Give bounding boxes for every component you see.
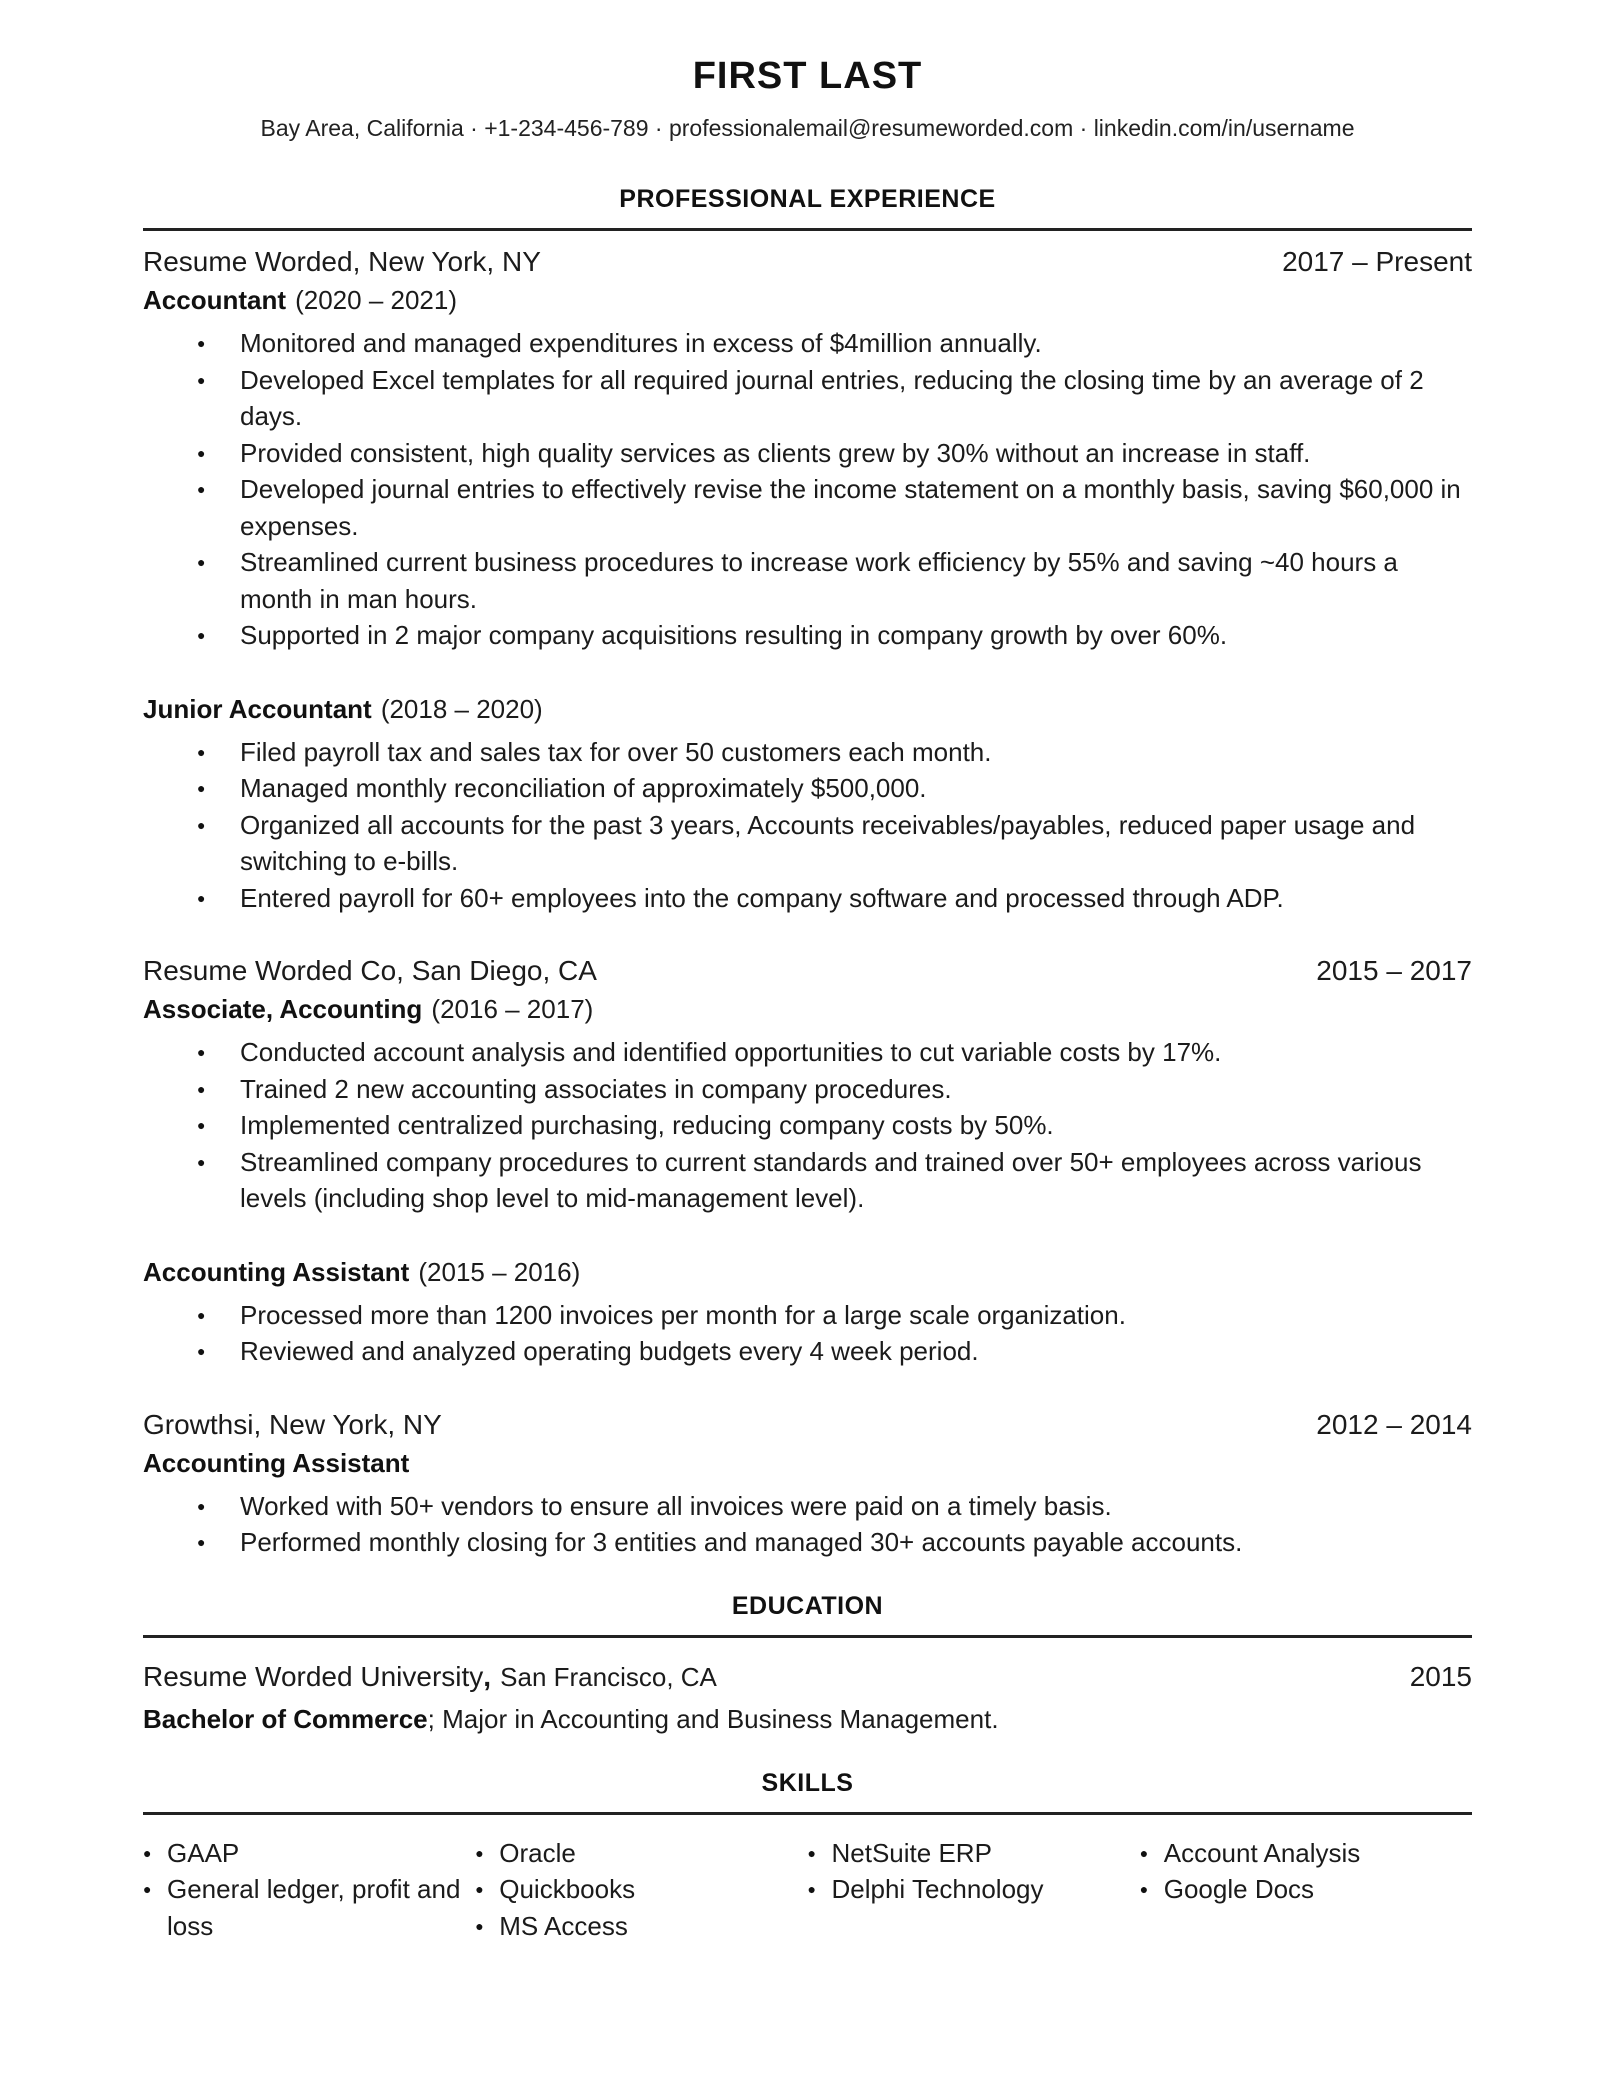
role-line — [143, 1253, 1472, 1291]
role-block — [143, 281, 1472, 654]
skill-item — [475, 1908, 807, 1945]
experience-section — [143, 243, 1472, 1561]
skill-text: NetSuite ERP — [831, 1837, 992, 1868]
education-dates: 2015 — [1409, 1660, 1472, 1692]
bullet-item — [240, 734, 1472, 771]
bullet-text: Supported in 2 major company acquisitions resulting in company growth by over 60%. — [240, 620, 1228, 650]
role-line — [143, 1444, 1472, 1482]
bullet-text: Filed payroll tax and sales tax for over 50 customers each month. — [240, 736, 992, 767]
education-school-comma: , — [483, 1660, 492, 1692]
company-dates: 2017 – Present — [1282, 246, 1472, 277]
section-title-education: EDUCATION — [731, 1591, 884, 1620]
role-dates: (2016 – 2017) — [431, 994, 594, 1024]
candidate-name: FIRST LAST — [692, 55, 923, 97]
bullet-text: Managed monthly reconciliation of approximately $500,000. — [240, 773, 927, 803]
bullet-icon — [143, 1835, 151, 1872]
bullet-icon — [197, 362, 205, 399]
skills-column — [143, 1835, 475, 1945]
company-name: Resume Worded Co, San Diego, CA — [143, 955, 597, 986]
bullet-icon — [197, 1107, 205, 1144]
bullet-item — [240, 1034, 1472, 1071]
skills-divider — [143, 1812, 1472, 1815]
bullet-list — [143, 1297, 1472, 1370]
bullet-text: Processed more than 1200 invoices per month for a large scale organization. — [240, 1299, 1126, 1330]
skills-column — [475, 1835, 807, 1945]
bullet-icon — [197, 325, 205, 362]
role-line — [143, 281, 1472, 319]
bullet-text: Worked with 50+ vendors to ensure all invoices were paid on a timely basis. — [240, 1490, 1112, 1521]
bullet-icon — [197, 1524, 205, 1561]
bullet-icon — [475, 1908, 483, 1945]
skill-text: GAAP — [167, 1837, 240, 1868]
skills-column — [808, 1835, 1140, 1945]
bullet-icon — [143, 1871, 151, 1908]
bullet-item — [240, 770, 1472, 807]
bullet-icon — [197, 1034, 205, 1071]
bullet-icon — [475, 1871, 483, 1908]
bullet-item — [240, 362, 1472, 435]
role-title: Accountant — [143, 285, 286, 315]
bullet-icon — [808, 1871, 816, 1908]
bullet-item — [240, 1297, 1472, 1334]
bullet-icon — [197, 544, 205, 581]
bullet-item — [240, 435, 1472, 472]
bullet-icon — [197, 1297, 205, 1334]
bullet-item — [240, 617, 1472, 654]
bullet-list — [143, 325, 1472, 654]
education-degree: Bachelor of Commerce — [143, 1703, 428, 1734]
bullet-text: Monitored and managed expenditures in excess of $4million annually. — [240, 328, 1042, 358]
skill-text: Delphi Technology — [831, 1874, 1044, 1904]
bullet-text: Implemented centralized purchasing, reducing company costs by 50%. — [240, 1110, 1054, 1140]
bullet-item — [240, 1333, 1472, 1370]
role-title: Accounting Assistant — [143, 1447, 410, 1478]
role-title: Accounting Assistant — [143, 1256, 410, 1287]
bullet-text: Developed journal entries to effectively revise the income statement on a monthly basis, saving $60,000 in expenses. — [240, 474, 1461, 541]
skill-text: Google Docs — [1163, 1874, 1315, 1904]
skill-item — [475, 1871, 807, 1908]
role-dates: (2015 – 2016) — [418, 1256, 581, 1287]
skill-text: Oracle — [499, 1837, 576, 1868]
bullet-icon — [197, 807, 205, 844]
skill-text: Account Analysis — [1163, 1837, 1361, 1868]
bullet-icon — [197, 471, 205, 508]
company-dates: 2015 – 2017 — [1316, 955, 1472, 986]
bullet-item — [240, 1144, 1472, 1217]
education-degree-line — [143, 1701, 1472, 1738]
experience-divider — [143, 228, 1472, 231]
education-degree-detail: ; Major in Accounting and Business Management. — [427, 1703, 999, 1734]
education-row — [143, 1658, 1472, 1701]
education-section — [143, 1658, 1472, 1738]
company-block — [143, 243, 1472, 916]
section-title-experience: PROFESSIONAL EXPERIENCE — [619, 185, 996, 213]
skill-item — [1140, 1835, 1472, 1872]
bullet-icon — [197, 1488, 205, 1525]
bullet-text: Trained 2 new accounting associates in company procedures. — [240, 1073, 952, 1104]
bullet-icon — [1140, 1871, 1148, 1908]
bullet-text: Entered payroll for 60+ employees into the company software and processed through ADP. — [240, 882, 1284, 913]
contact-line: Bay Area, California · +1-234-456-789 · professionalemail@resumeworded.com · linkedin.com/in/username — [260, 115, 1355, 141]
role-title: Junior Accountant — [143, 693, 372, 724]
education-school-line — [143, 1658, 717, 1701]
bullet-item — [240, 1488, 1472, 1525]
section-title-skills: SKILLS — [761, 1768, 854, 1797]
bullet-text: Developed Excel templates for all required journal entries, reducing the closing time by an average of 2 days. — [240, 364, 1424, 431]
education-location: San Francisco, CA — [500, 1661, 717, 1692]
bullet-icon — [197, 734, 205, 771]
bullet-icon — [197, 617, 205, 654]
skill-text: MS Access — [499, 1910, 628, 1941]
bullet-icon — [197, 1071, 205, 1108]
bullet-item — [240, 1524, 1472, 1561]
bullet-icon — [1140, 1835, 1148, 1872]
company-name: Resume Worded, New York, NY — [143, 246, 541, 277]
role-title: Associate, Accounting — [143, 994, 423, 1024]
role-block — [143, 690, 1472, 917]
bullet-icon — [197, 880, 205, 917]
bullet-text: Reviewed and analyzed operating budgets every 4 week period. — [240, 1336, 979, 1366]
bullet-list — [143, 1488, 1472, 1561]
bullet-item — [240, 880, 1472, 917]
company-block — [143, 952, 1472, 1370]
company-row — [143, 243, 1472, 281]
company-dates: 2012 – 2014 — [1316, 1408, 1472, 1440]
company-block — [143, 1406, 1472, 1561]
company-row — [143, 952, 1472, 990]
bullet-text: Streamlined company procedures to current standards and trained over 50+ employees across various levels (including shop level to mid-management level). — [240, 1146, 1422, 1213]
bullet-icon — [475, 1835, 483, 1872]
education-school: Resume Worded University — [143, 1660, 484, 1692]
education-divider — [143, 1635, 1472, 1638]
bullet-list — [143, 1034, 1472, 1217]
bullet-item — [240, 1071, 1472, 1108]
bullet-item — [240, 544, 1472, 617]
bullet-icon — [197, 435, 205, 472]
skill-item — [143, 1871, 475, 1944]
skill-text: Quickbooks — [499, 1874, 636, 1904]
bullet-text: Organized all accounts for the past 3 years, Accounts receivables/payables, reduced paper usage and switching to e-bills. — [240, 809, 1416, 876]
skill-item — [143, 1835, 475, 1872]
company-name: Growthsi, New York, NY — [143, 1408, 442, 1440]
company-row — [143, 1406, 1472, 1444]
bullet-icon — [197, 1333, 205, 1370]
bullet-item — [240, 325, 1472, 362]
role-dates: (2018 – 2020) — [380, 693, 543, 724]
bullet-icon — [197, 770, 205, 807]
bullet-icon — [197, 1144, 205, 1181]
bullet-text: Conducted account analysis and identified opportunities to cut variable costs by 17%. — [240, 1037, 1222, 1067]
role-line — [143, 690, 1472, 728]
bullet-text: Provided consistent, high quality services as clients grew by 30% without an increase in staff. — [240, 437, 1311, 468]
role-block — [143, 1444, 1472, 1561]
bullet-icon — [808, 1835, 816, 1872]
skill-item — [1140, 1871, 1472, 1908]
bullet-text: Performed monthly closing for 3 entities and managed 30+ accounts payable accounts. — [240, 1527, 1243, 1557]
role-line — [143, 990, 1472, 1028]
bullet-list — [143, 734, 1472, 917]
skills-column — [1140, 1835, 1472, 1945]
role-block — [143, 990, 1472, 1217]
bullet-item — [240, 471, 1472, 544]
skill-item — [475, 1835, 807, 1872]
bullet-text: Streamlined current business procedures to increase work efficiency by 55% and saving ~40 hours a month in man hours. — [240, 547, 1398, 614]
bullet-item — [240, 807, 1472, 880]
role-block — [143, 1253, 1472, 1370]
skill-text: General ledger, profit and loss — [167, 1874, 461, 1941]
skill-item — [808, 1871, 1140, 1908]
bullet-item — [240, 1107, 1472, 1144]
skills-grid — [143, 1835, 1472, 1945]
skill-item — [808, 1835, 1140, 1872]
role-dates: (2020 – 2021) — [295, 285, 457, 315]
